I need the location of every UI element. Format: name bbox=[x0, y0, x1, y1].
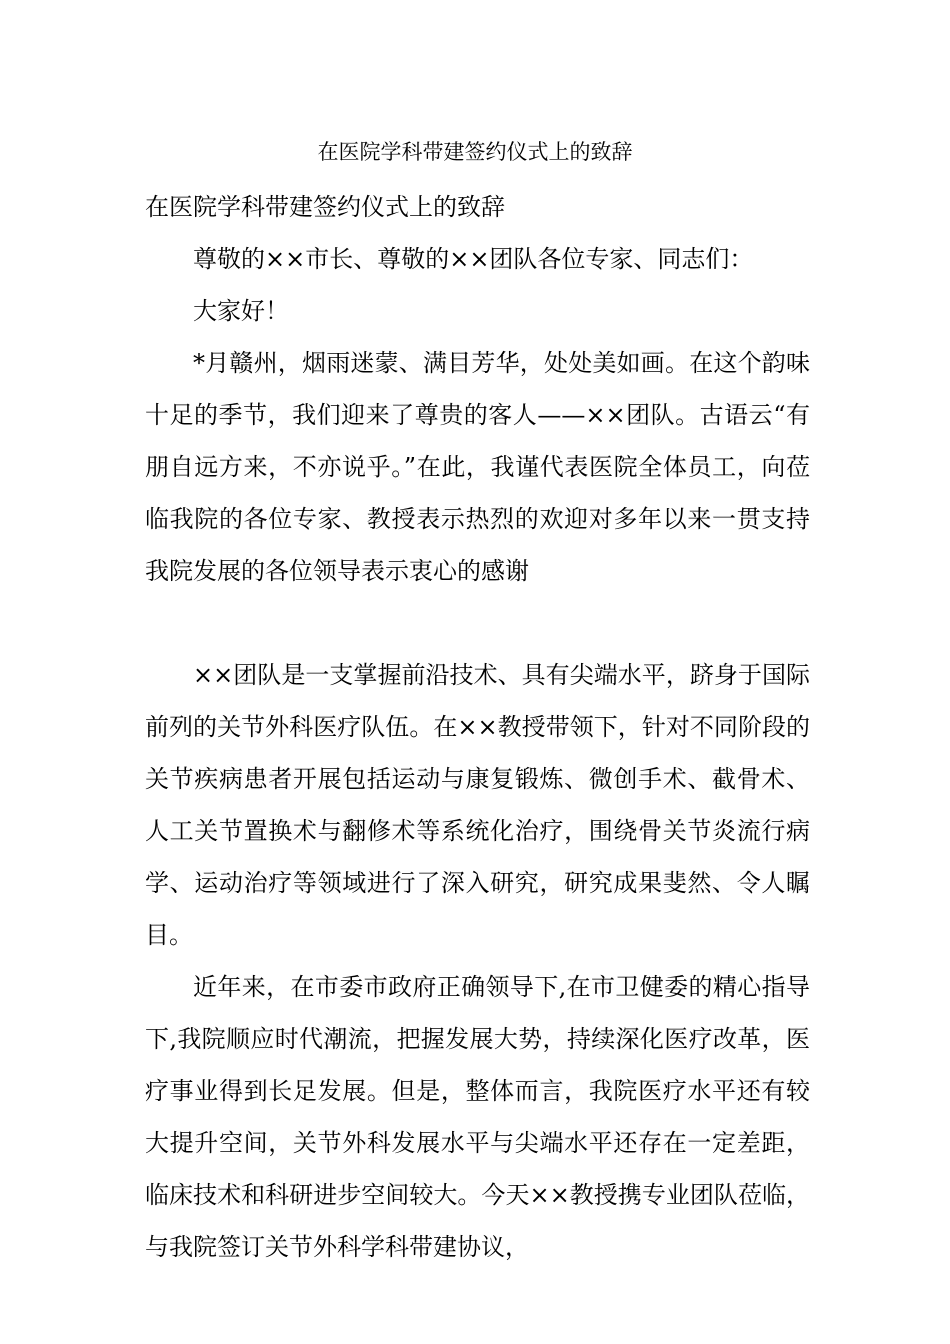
paragraph-team: ××团队是一支掌握前沿技术、具有尖端水平，跻身于国际前列的关节外科医疗队伍。在××教授带领下，针对不同阶段的关节疾病患者开展包括运动与康复锻炼、微创手术、截骨术、人工关节置换术与翻修术等系统化治疗，围绕骨关节炎流行病学、运动治疗等领域进行了深入研究，研究成果斐然、令人瞩目。 bbox=[145, 661, 810, 949]
paragraph-hospital: 近年来，在市委市政府正确领导下,在市卫健委的精心指导下,我院顺应时代潮流，把握发展大势，持续深化医疗改革，医疗事业得到长足发展。但是，整体而言，我院医疗水平还有较大提升空间，关节外科发展水平与尖端水平还存在一定差距，临床技术和科研进步空间较大。今天××教授携专业团队莅临，与我院签订关节外科学科带建协议， bbox=[145, 973, 810, 1261]
paragraph-spacer bbox=[145, 597, 810, 649]
document-subtitle: 在医院学科带建签约仪式上的致辞 bbox=[145, 193, 505, 221]
salutation: 尊敬的××市长、尊敬的××团队各位专家、同志们： bbox=[193, 245, 754, 273]
paragraph-welcome: *月赣州，烟雨迷蒙、满目芳华，处处美如画。在这个韵味十足的季节，我们迎来了尊贵的客人——××团队。古语云“有朋自远方来，不亦说乎。”在此，我谨代表医院全体员工，向莅临我院的各位专家、教授表示热烈的欢迎对多年以来一贯支持我院发展的各位领导表示衷心的感谢 bbox=[145, 349, 810, 585]
document-body bbox=[145, 181, 810, 1273]
greeting: 大家好！ bbox=[193, 297, 289, 325]
document-title: 在医院学科带建签约仪式上的致辞 bbox=[317, 140, 633, 164]
